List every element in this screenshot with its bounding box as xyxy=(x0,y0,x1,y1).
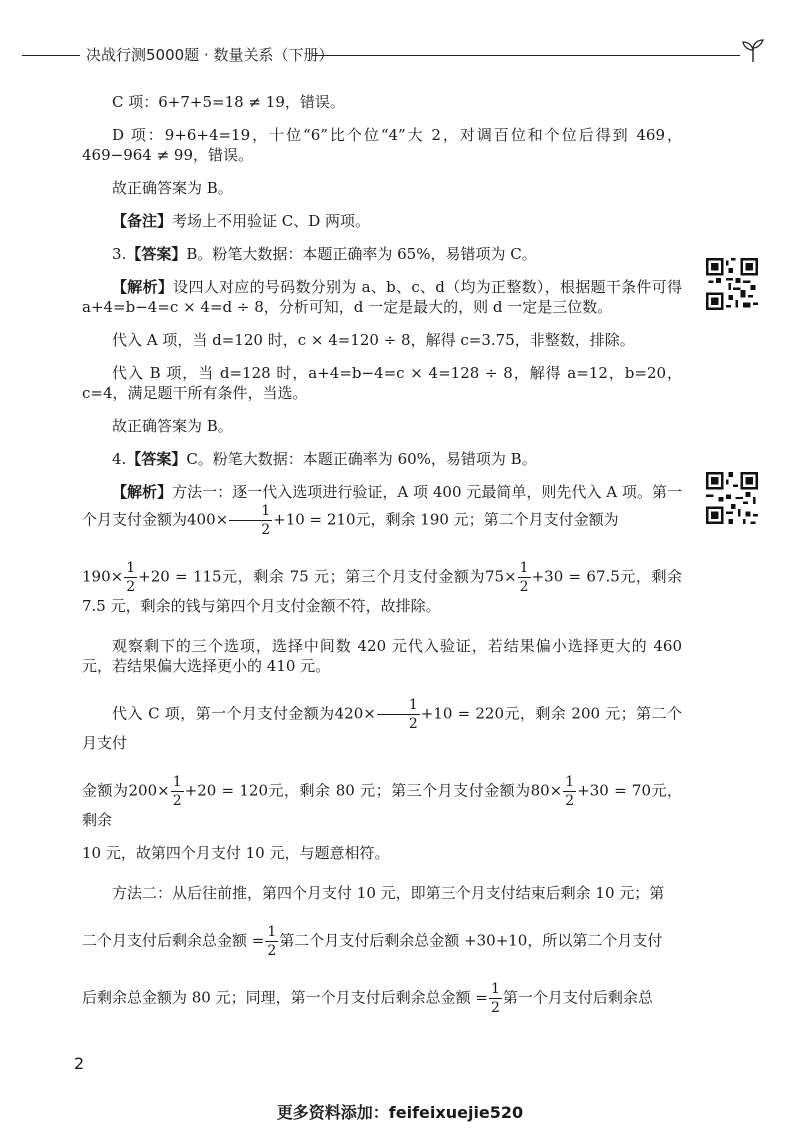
header-title: 决战行测5000题 · 数量关系（下册） xyxy=(86,46,334,64)
text-line: 二个月支付后剩余总金额 = $\frac{1}{2}$ 第二个月支付后剩余总金额 +30+10，所以第二个月支付 xyxy=(82,924,663,959)
fraction: $\frac{1}{2}$ xyxy=(229,502,272,539)
text-line: 后剩余总金额为 80 元；同理，第一个月支付后剩余总金额 = $\frac{1}{2}$ 第一个月支付后剩余总 xyxy=(82,981,653,1016)
question-number: 4. xyxy=(112,450,127,468)
text-line: D 项：9+6+4=19，十位“6”比个位“4”大 2，对调百位和个位后得到 469，469−964 ≠ 99，错误。 xyxy=(82,126,682,164)
text-line: 故正确答案为 B。 xyxy=(112,417,233,435)
text-line: 代入 C 项，第一个月支付金额为420× $\frac{1}{2}$ +10 = 220元，剩余 200 元；第二个月支付 xyxy=(82,697,683,752)
text-line: 代入 A 项，当 d=120 时，c × 4=120 ÷ 8，解得 c=3.75，非整数，排除。 xyxy=(112,331,635,349)
text-line: 金额为200× $\frac{1}{2}$ +20 = 120元，剩余 80 元；第三个月支付金额为80× $\frac{1}{2}$ +30 = 70元，剩余 xyxy=(82,774,683,829)
sprout-icon xyxy=(738,38,768,68)
analysis-tag: 【解析】 xyxy=(112,483,173,501)
text-line: C 项：6+7+5=18 ≠ 19，错误。 xyxy=(112,93,345,111)
running-header xyxy=(0,38,800,68)
answer-tag: 【答案】 xyxy=(126,450,187,468)
solution-body xyxy=(82,92,682,1017)
text-line: 10 元，故第四个月支付 10 元，与题意相符。 xyxy=(82,844,390,862)
fraction: $\frac{1}{2}$ xyxy=(126,560,136,595)
qr-code-icon[interactable] xyxy=(706,472,758,524)
note-tag: 【备注】 xyxy=(112,212,173,230)
text-line: 观察剩下的三个选项，选择中间数 420 元代入验证，若结果偏小选择更大的 460 元，若结果偏大选择更小的 410 元。 xyxy=(82,637,682,675)
text-line: 190× $\frac{1}{2}$ +20 = 115元，剩余 75 元；第三个月支付金额为75× $\frac{1}{2}$ +30 = 67.5元，剩余 7.5 元，剩余的钱与第四个月支付金额不符，故排除。 xyxy=(82,560,682,615)
footer-contact: 更多资料添加：feifeixuejie520 xyxy=(276,1103,524,1122)
text-line: 方法二：从后往前推，第四个月支付 10 元，即第三个月支付结束后剩余 10 元；第 xyxy=(112,884,665,902)
header-rule-right xyxy=(312,55,740,56)
answer-line: 4.【答案】C。粉笔大数据：本题正确率为 60%，易错项为 B。 xyxy=(112,450,537,468)
page-number: 2 xyxy=(74,1054,85,1073)
answer-tag: 【答案】 xyxy=(126,245,187,263)
answer-line: 3.【答案】B。粉笔大数据：本题正确率为 65%，易错项为 C。 xyxy=(112,245,537,263)
fraction: $\frac{1}{2}$ xyxy=(490,981,500,1016)
analysis-line: 【解析】方法一：逐一代入选项进行验证，A 项 400 元最简单，则先代入 A 项。第一个月支付金额为400× $\frac{1}{2}$ +10 = 210元，剩余 190 元；第二个月支付金额为 xyxy=(82,483,682,538)
analysis-line: 【解析】设四人对应的号码数分别为 a、b、c、d（均为正整数），根据题干条件可得 a+4=b−4=c × 4=d ÷ 8，分析可知，d 一定是最大的，则 d 一定是三位数。 xyxy=(82,278,682,316)
text-line: 代入 B 项，当 d=128 时，a+4=b−4=c × 4=128 ÷ 8，解得 a=12，b=20，c=4，满足题干所有条件，当选。 xyxy=(82,364,682,402)
header-rule-left xyxy=(22,55,80,56)
fraction: $\frac{1}{2}$ xyxy=(565,774,575,809)
qr-code-icon[interactable] xyxy=(706,258,758,310)
note-line: 【备注】考场上不用验证 C、D 两项。 xyxy=(112,212,371,230)
fraction: $\frac{1}{2}$ xyxy=(519,560,529,595)
fraction: $\frac{1}{2}$ xyxy=(377,696,420,733)
fraction: $\frac{1}{2}$ xyxy=(267,924,277,959)
text-line: 故正确答案为 B。 xyxy=(112,179,233,197)
analysis-tag: 【解析】 xyxy=(112,278,174,296)
question-number: 3. xyxy=(112,245,127,263)
fraction: $\frac{1}{2}$ xyxy=(172,774,182,809)
